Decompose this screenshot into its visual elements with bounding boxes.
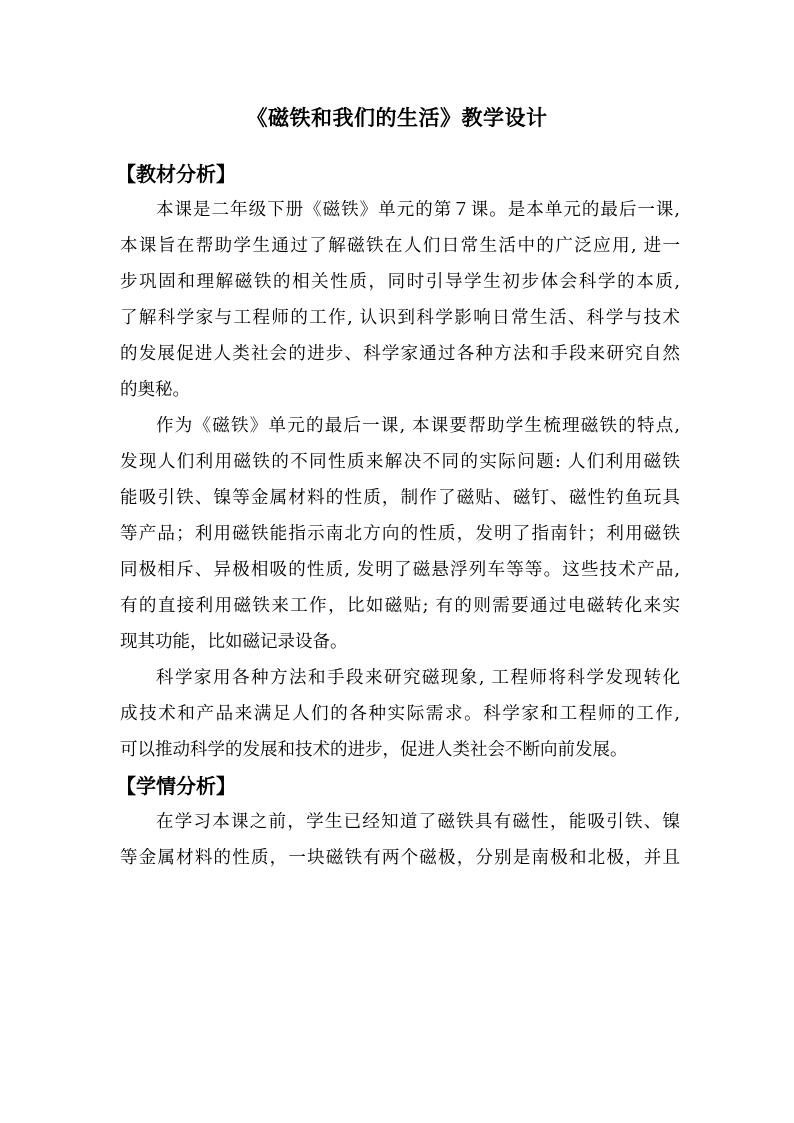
paragraph-line: 等产品；利用磁铁能指示南北方向的性质，发明了指南针；利用磁铁 bbox=[120, 524, 680, 544]
paragraph-line: 的发展促进人类社会的进步、科学家通过各种方法和手段来研究自然 bbox=[120, 344, 680, 364]
paragraph-line: 本课旨在帮助学生通过了解磁铁在人们日常生活中的广泛应用, 进一 bbox=[120, 236, 680, 256]
paragraph-line: 作为《磁铁》单元的最后一课, 本课要帮助学生梳理磁铁的特点, bbox=[156, 416, 680, 436]
paragraph-line: 在学习本课之前，学生已经知道了磁铁具有磁性，能吸引铁、镍 bbox=[156, 812, 680, 832]
paragraph-line: 的奥秘。 bbox=[120, 380, 190, 400]
section-heading-student-analysis: 【学情分析】 bbox=[116, 774, 236, 798]
paragraph-line: 有的直接利用磁铁来工作，比如磁贴; 有的则需要通过电磁转化来实 bbox=[120, 596, 680, 616]
paragraph-line: 发现人们利用磁铁的不同性质来解决不同的实际问题: 人们利用磁铁 bbox=[120, 452, 680, 472]
paragraph-line: 本课是二年级下册《磁铁》单元的第７课。是本单元的最后一课, bbox=[156, 200, 680, 220]
paragraph-line: 成技术和产品来满足人们的各种实际需求。科学家和工程师的工作, bbox=[120, 704, 680, 724]
section-heading-textbook-analysis: 【教材分析】 bbox=[116, 162, 236, 186]
paragraph-line: 等金属材料的性质，一块磁铁有两个磁极，分别是南极和北极，并且 bbox=[120, 848, 680, 868]
paragraph-line: 步巩固和理解磁铁的相关性质，同时引导学生初步体会科学的本质, bbox=[120, 272, 680, 292]
paragraph-line: 了解科学家与工程师的工作, 认识到科学影响日常生活、科学与技术 bbox=[120, 308, 680, 328]
document-title: 《磁铁和我们的生活》教学设计 bbox=[246, 105, 548, 130]
paragraph-line: 能吸引铁、镍等金属材料的性质，制作了磁贴、磁钉、磁性钓鱼玩具 bbox=[120, 488, 680, 508]
paragraph-line: 现其功能，比如磁记录设备。 bbox=[120, 632, 348, 652]
paragraph-line: 同极相斥、异极相吸的性质, 发明了磁悬浮列车等等。这些技术产品, bbox=[120, 560, 680, 580]
paragraph-line: 可以推动科学的发展和技术的进步，促进人类社会不断向前发展。 bbox=[120, 740, 628, 760]
paragraph-line: 科学家用各种方法和手段来研究磁现象, 工程师将科学发现转化 bbox=[156, 668, 680, 688]
